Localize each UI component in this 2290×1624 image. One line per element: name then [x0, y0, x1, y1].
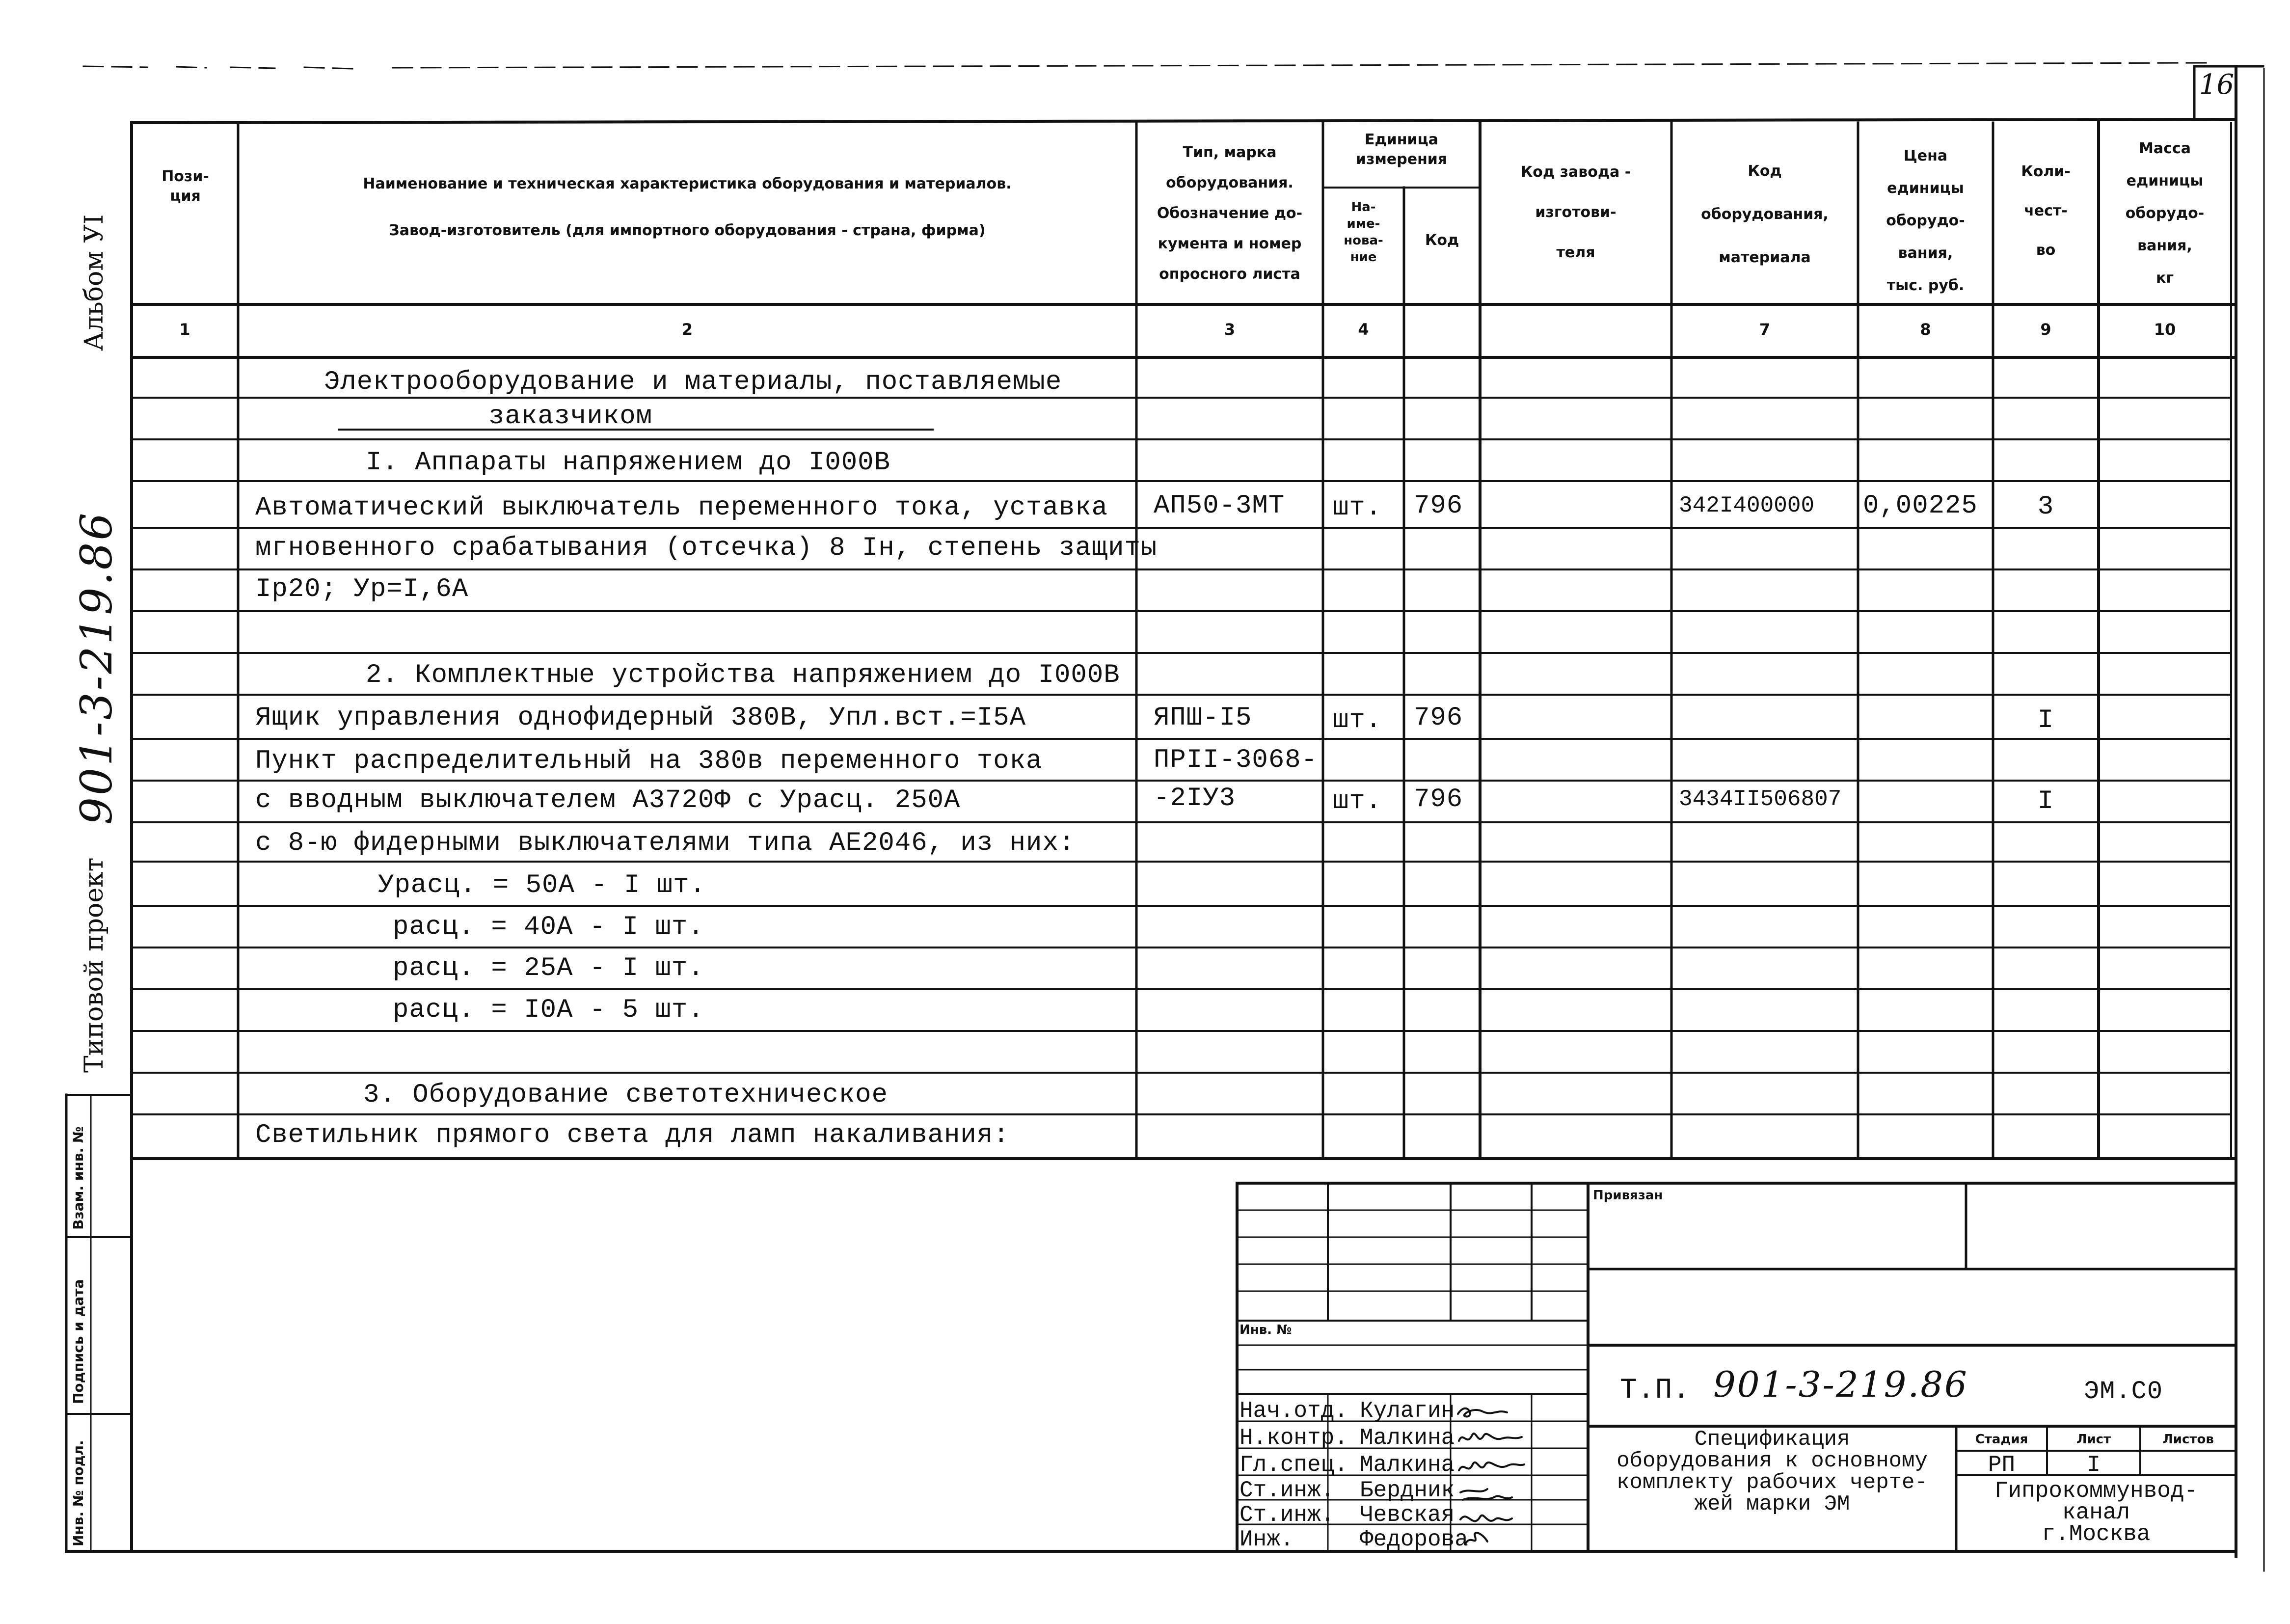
signer-role: Нач.отд. — [1239, 1398, 1348, 1424]
vzam-inv-label: Взам. инв. № — [70, 1126, 86, 1230]
column-number: 3 — [1224, 320, 1236, 339]
table-row-type: ЯПШ-I5 — [1154, 703, 1252, 733]
signer-name: Федорова — [1360, 1527, 1468, 1552]
column-number: 1 — [179, 320, 190, 339]
table-row-name: с вводным выключателем А3720Ф с Урасц. 250А — [255, 785, 961, 815]
signer-role: Инж. — [1239, 1527, 1294, 1552]
table-row-equipment-code: 3434II506807 — [1679, 786, 1842, 812]
header-position: Пози- ция — [162, 168, 209, 205]
signer-role: Ст.инж. — [1239, 1478, 1335, 1503]
table-row-unit-code: 796 — [1414, 785, 1463, 814]
sheet-value: I — [2087, 1452, 2101, 1478]
signer-name: Малкина — [1360, 1452, 1455, 1478]
table-row-equipment-code: 342I400000 — [1679, 493, 1815, 518]
table-row-quantity: 3 — [2037, 492, 2054, 522]
signer-role: Гл.спец. — [1239, 1452, 1348, 1478]
table-row-name: Автоматический выключатель переменного тока, уставка — [255, 493, 1108, 523]
header-plant-code: Код завода - изготови- теля — [1520, 163, 1631, 261]
signer-name: Чевская — [1360, 1502, 1455, 1528]
inv-number-label: Инв. № — [1239, 1323, 1292, 1337]
table-row-name: Светильник прямого света для ламп накаливания: — [255, 1120, 1010, 1150]
table-row-name: расц. = I0А - 5 шт. — [393, 995, 704, 1025]
table-row-name: мгновенного срабатывания (отсечка) 8 Iн, степень защиты — [255, 533, 1158, 563]
table-row-name: Пункт распределительный на 380в переменного тока — [255, 746, 1043, 776]
inv-podl-label: Инв. № подл. — [70, 1440, 86, 1546]
column-number: 10 — [2154, 320, 2176, 339]
signer-role: Ст.инж. — [1239, 1502, 1335, 1528]
sheet-label: Лист — [2076, 1432, 2111, 1447]
table-row-name: заказчиком — [488, 402, 653, 432]
table-row-type: АП50-3МТ — [1154, 491, 1285, 521]
table-row-name: Электрооборудование и материалы, поставляемые — [324, 367, 1062, 397]
table-row-type: -2IУ3 — [1154, 784, 1236, 813]
table-row-quantity: I — [2037, 786, 2054, 816]
header-unit-code: Код — [1425, 232, 1459, 249]
table-row-name: расц. = 40А - I шт. — [393, 912, 704, 942]
organization: Гипрокоммунвод- канал г.Москва — [1994, 1478, 2198, 1547]
album-label: Альбом УІ — [80, 214, 109, 351]
header-unit: Единица измерения — [1355, 131, 1448, 168]
table-row-unit: шт. — [1333, 493, 1382, 523]
signer-name: Кулагин — [1360, 1398, 1455, 1424]
header-quantity: Коли- чест- во — [2021, 163, 2071, 259]
column-number: 7 — [1759, 320, 1771, 339]
tp-label: Т.П. — [1620, 1375, 1691, 1407]
table-row-price: 0,00225 — [1863, 491, 1978, 521]
document-title: Спецификация оборудования к основному комплекту рабочих черте- жей марки ЭМ — [1616, 1427, 1928, 1516]
document-code: ЭМ.С0 — [2084, 1377, 2163, 1406]
privyazan-label: Привязан — [1593, 1188, 1663, 1203]
table-row-name: Ящик управления однофидерный 380В, Упл.вст.=I5А — [255, 703, 1026, 733]
margin-project-number: 901-3-219.86 — [71, 511, 122, 825]
signer-name: Бердник — [1360, 1478, 1455, 1503]
sheet-number: 16 — [2199, 69, 2235, 101]
typical-project-label: Типовой проект — [80, 857, 109, 1073]
table-row-name: 3. Оборудование светотехническое — [363, 1080, 888, 1110]
signature-scribbles — [1453, 1397, 1527, 1549]
signature-date-label: Подпись и дата — [70, 1279, 86, 1404]
table-row-unit-code: 796 — [1414, 703, 1463, 733]
header-price: Цена единицы оборудо- вания, тыс. руб. — [1886, 147, 1965, 294]
sheets-total-label: Листов — [2162, 1432, 2214, 1447]
table-row-name: I. Аппараты напряжением до I000В — [366, 448, 890, 478]
table-row-name: 2. Комплектные устройства напряжением до I000В — [366, 660, 1120, 690]
table-row-name: Урасц. = 50А - I шт. — [378, 870, 706, 900]
tp-number: 901-3-219.86 — [1713, 1364, 1968, 1405]
table-row-unit-code: 796 — [1414, 491, 1463, 521]
header-type: Тип, марка оборудования. Обозначение до- кумента и номер опросного листа — [1157, 144, 1303, 283]
column-number: 4 — [1358, 320, 1369, 339]
signer-name: Малкина — [1360, 1425, 1455, 1451]
header-mass: Масса единицы оборудо- вания, кг — [2125, 140, 2205, 287]
column-number: 8 — [1920, 320, 1931, 339]
header-name-line2: Завод-изготовитель (для импортного оборудования - страна, фирма) — [389, 222, 986, 239]
header-name-line1: Наименование и техническая характеристика оборудования и материалов. — [363, 175, 1012, 192]
table-row-unit: шт. — [1333, 705, 1382, 735]
table-row-type: ПРII-3068- — [1154, 745, 1318, 775]
stage-value: РП — [1988, 1452, 2016, 1478]
stage-label: Стадия — [1975, 1432, 2028, 1447]
signer-role: Н.контр. — [1239, 1425, 1348, 1451]
column-number: 2 — [681, 320, 693, 339]
header-equipment-code: Код оборудования, материала — [1701, 162, 1829, 266]
header-unit-name: На- име- нова- ние — [1344, 200, 1383, 265]
column-number: 9 — [2040, 320, 2051, 339]
table-row-name: расц. = 25А - I шт. — [393, 953, 704, 983]
table-row-name: Iр20; Уp=I,6А — [255, 574, 469, 604]
table-row-unit: шт. — [1333, 786, 1382, 816]
table-row-quantity: I — [2037, 705, 2054, 735]
table-row-name: с 8-ю фидерными выключателями типа АЕ2046, из них: — [255, 828, 1076, 858]
